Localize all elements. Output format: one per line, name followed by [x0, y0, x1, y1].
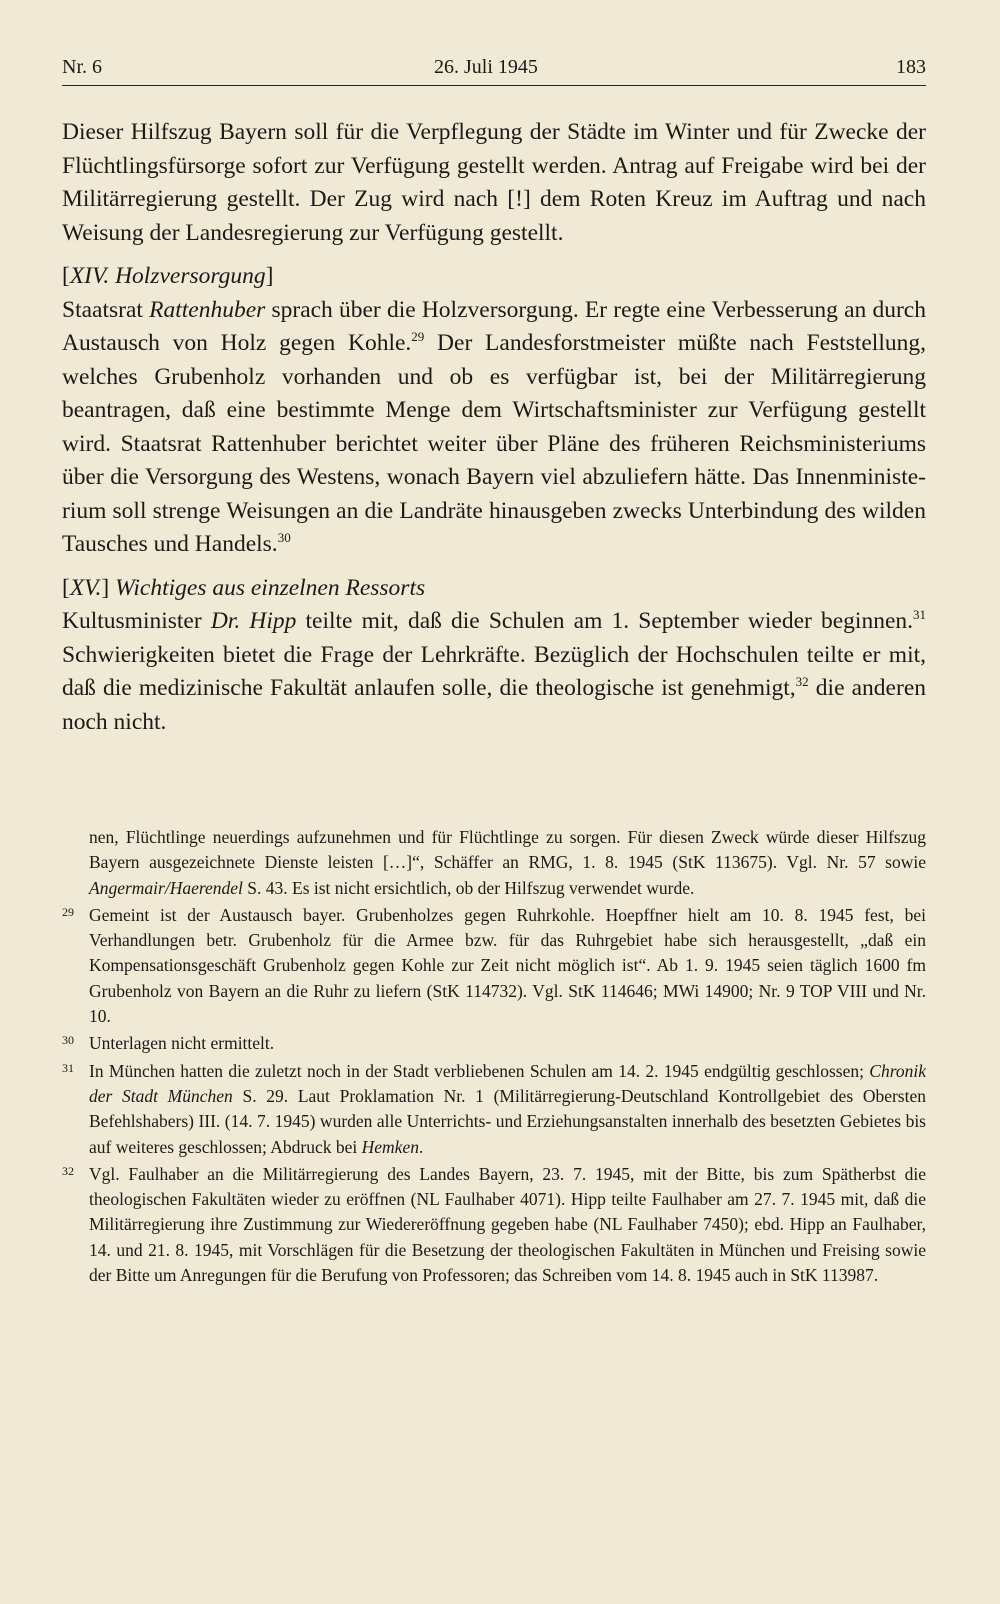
paragraph-ressorts: Kultusminister Dr. Hipp teilte mit, daß die Schulen am 1. September wieder beginnen.$^{31}$ Schwierigkeiten bietet die Frage der Lehrkräfte. Bezüglich der Hochschulen teilte er mit, daß die medizinische Fakultät anlaufen solle, die theologische ist genehmigt,$^{32}$ die anderen noch nicht.	[62, 607, 926, 735]
footnote-30: 30 Unterlagen nicht ermittelt.	[62, 1031, 926, 1056]
footnote-ref: 31	[913, 607, 926, 623]
paragraph-hilfszug: Dieser Hilfszug Bayern soll für die Verpflegung der Städte im Winter und für Zwecke der Flüchtlingsfürsorge sofort zur Verfügung gestellt werden. Antrag auf Freigabe wird bei der Militärregierung gestellt. Der Zug wird nach [!] dem Roten Kreuz im Auftrag und nach Weisung der Landesregierung zur Verfügung gestellt.	[62, 119, 926, 246]
literature-ref: Chronik der Stadt München	[89, 1060, 926, 1106]
main-text	[62, 116, 926, 739]
footnote-ref: 32	[795, 674, 809, 690]
document-page	[62, 56, 926, 1290]
bracket-open: [	[62, 574, 70, 601]
footnote-number: 32	[62, 1163, 74, 1178]
bracket-open: [	[62, 263, 70, 289]
footnote-number: 31	[62, 1060, 74, 1075]
bracket-close: ]	[265, 263, 274, 289]
footnote-32: 32 Vgl. Faulhaber an die Militärregierung des Landes Bayern, 23. 7. 1945, mit der Bitte, bis zum Spätherbst die theologischen Fakultäten wieder zu eröffnen (NL Faulhaber 4071). Hipp teilte Faulhaber am 27. 7. 1945 mit, daß die Militärregierung ihre Zustimmung zur Wiedereröffnung gegeben habe (NL Faulhaber 7450); ebd. Hipp an Faulhaber, 14. und 21. 8. 1945, mit Vorschlägen für die Besetzung der theologischen Fakultäten in München und Freising sowie der Bitte um Anregungen für die Berufung von Professoren; das Schreiben vom 14. 8. 1945 auch in StK 113987.	[62, 1162, 926, 1288]
literature-ref: Hemken	[361, 1136, 419, 1157]
footnote-number: 29	[62, 904, 74, 919]
person-name: Dr. Hipp	[210, 608, 297, 634]
footnote-ref: 29	[411, 329, 425, 345]
footnote-31: 31 In München hatten die zuletzt noch in der Stadt verbliebenen Schulen am 14. 2. 1945 endgültig geschlossen; Chronik der Stadt München S. 29. Laut Proklamation Nr. 1 (Militärregierung-Deutschland Kontrollgebiet des Obersten Befehlshabers) III. (14. 7. 1945) wurden alle Unterrichts- und Erziehungsanstalten innerhalb des besetzten Gebietes bis auf weiteres geschlossen; Abdruck bei Hemken.	[62, 1059, 926, 1160]
document-number: Nr. 6	[62, 56, 102, 78]
footnote-number: 30	[62, 1033, 74, 1048]
literature-ref: Angermair/Haerendel	[89, 877, 243, 898]
section-title-xv: Wichtiges aus einzelnen Ressorts	[109, 574, 426, 601]
section-title-xiv: XIV. Holzversorgung	[69, 263, 266, 289]
footnote-29: 29 Gemeint ist der Austausch bayer. Grubenholzes gegen Ruhrkohle. Hoepffner hielt am 10. 8. 1945 fest, bei Verhandlungen betr. Grubenholz für die Armee bzw. für das Ruhrgebiet habe sich herausgestellt, „daß ein Kompensationsgeschäft Grubenholz gegen Kohle zur Zeit nicht möglich ist“. Ab 1. 9. 1945 seien täglich 1600 fm Grubenholz von Bayern an die Ruhr zu liefern (StK 114732). Vgl. StK 114646; MWi 14900; Nr. 9 TOP VIII und Nr. 10.	[62, 903, 926, 1029]
footnote-continuation: nen, Flüchtlinge neuerdings aufzunehmen und für Flüchtlinge zu sorgen. Für diesen Zweck würde dieser Hilfszug Bayern ausgezeichnete Dienste leisten […]“, Schäffer an RMG, 1. 8. 1945 (StK 113675). Vgl. Nr. 57 sowie Angermair/Haerendel S. 43. Es ist nicht ersichtlich, ob der Hilfszug verwendet wurde.	[89, 827, 926, 898]
bracket-close: ]	[101, 574, 110, 601]
page-number: 183	[896, 56, 926, 78]
footnotes	[62, 825, 926, 1288]
section-heading-xiv	[62, 260, 926, 294]
running-head	[62, 56, 926, 86]
footnote-ref: 30	[277, 530, 291, 546]
session-date: 26. Juli 1945	[434, 56, 538, 78]
section-number-xv: XV.	[69, 574, 102, 601]
section-heading-xv	[62, 572, 926, 606]
paragraph-holzversorgung: Staatsrat Rattenhuber sprach über die Holzversorgung. Er regte eine Verbesserung an durch Austausch von Holz gegen Kohle.$^{29}$ Der Landesforstmeister müßte nach Feststellung, welches Grubenholz vorhanden und ob es verfügbar ist, bei der Militärregierung beantragen, daß eine bestimmte Menge dem Wirtschaftsminister zur Verfügung gestellt wird. Staatsrat Rattenhuber berichtet weiter über Pläne des früheren Reichsministeriums über die Versorgung des Westens, wonach Bayern viel abzuliefern hätte. Das Innenministerium soll strenge Weisungen an die Landräte hinausgeben zwecks Unterbindung des wilden Tausches und Handels.$^{30}$	[62, 296, 926, 557]
person-name: Rattenhuber	[149, 296, 266, 323]
